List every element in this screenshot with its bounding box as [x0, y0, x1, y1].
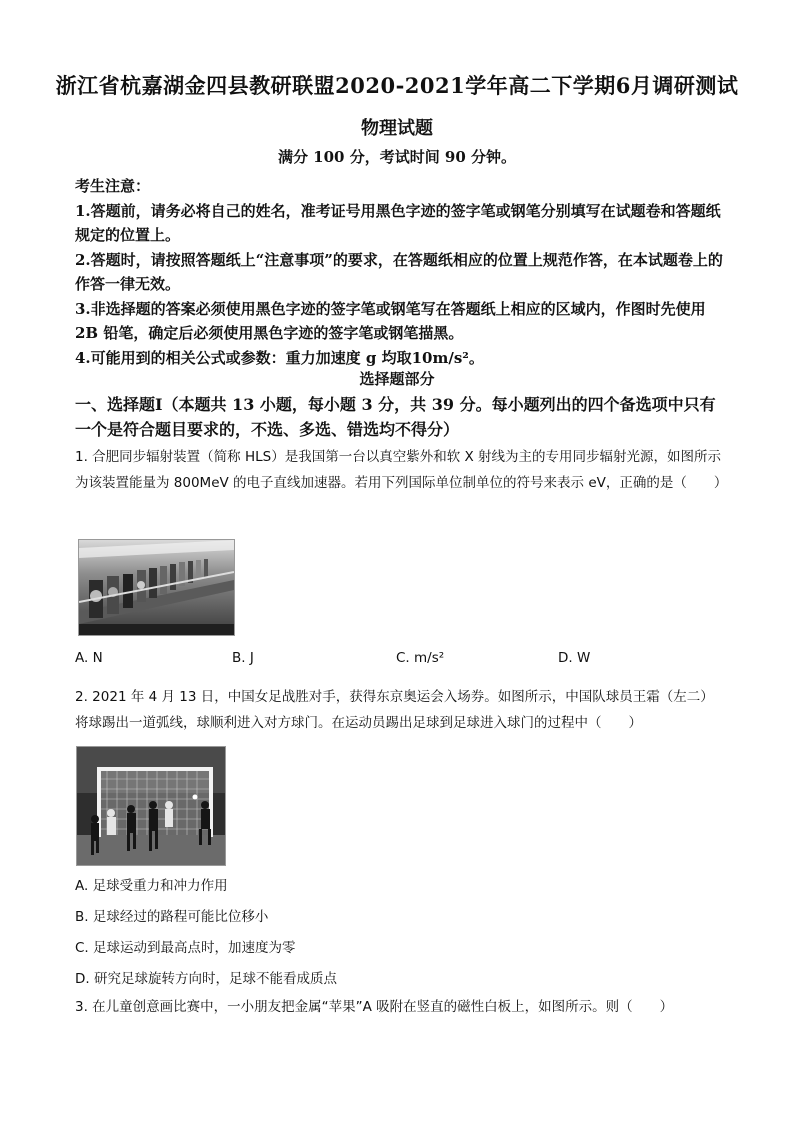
accelerator-photo — [78, 539, 235, 636]
question-2-stem: 2. 2021 年 4 月 13 日，中国女足战胜对手，获得东京奥运会入场券。如图所示，中国队球员王霜（左二）将球踢出一道弧线，球顺利进入对方球门。在运动员踢出足球到足球进入球门的过程中（ ） — [75, 689, 714, 731]
question-2-option-a: A. 足球受重力和冲力作用 — [75, 878, 228, 894]
question-1-option-b: B. J — [232, 650, 254, 666]
section-heading: 选择题部分 — [359, 370, 435, 388]
exam-title: 浙江省杭嘉湖金四县教研联盟2020-2021学年高二下学期6月调研测试 — [55, 73, 739, 98]
question-1-option-c: C. m/s² — [396, 650, 445, 666]
football-image — [77, 747, 225, 865]
question-2-option-d: D. 研究足球旋转方向时，足球不能看成质点 — [75, 971, 337, 987]
notice-item: 4.可能用到的相关公式或参数：重力加速度 g 均取10m/s²。 — [75, 348, 484, 367]
question-1-stem: 1. 合肥同步辐射装置（简称 HLS）是我国第一台以真空紫外和软 X 射线为主的专用同步辐射光源，如图所示为该装置能量为 800MeV 的电子直线加速器。若用下列国际单位制单位的符号来表示 eV，正确的是（ ） — [75, 449, 728, 491]
question-1-option-a: A. N — [75, 650, 103, 666]
question-2-option-b: B. 足球经过的路程可能比位移小 — [75, 909, 269, 925]
accelerator-image — [79, 540, 234, 635]
question-2-option-c: C. 足球运动到最高点时，加速度为零 — [75, 940, 296, 956]
question-3-stem: 3. 在儿童创意画比赛中，一小朋友把金属“苹果”A 吸附在竖直的磁性白板上，如图所示。则（ ） — [75, 999, 674, 1015]
notice-item: 2.答题时，请按照答题纸上“注意事项”的要求，在答题纸相应的位置上规范作答，在本试题卷上的作答一律无效。 — [75, 250, 723, 293]
notice-item: 1.答题前，请务必将自己的姓名，准考证号用黑色字迹的签字笔或钢笔分别填写在试题卷和答题纸规定的位置上。 — [75, 201, 721, 244]
question-1-option-d: D. W — [558, 650, 591, 666]
candidate-notice — [75, 174, 725, 370]
notice-item: 3.非选择题的答案必须使用黑色字迹的签字笔或钢笔写在答题纸上相应的区域内，作图时先使用 2B 铅笔，确定后必须使用黑色字迹的签字笔或钢笔描黑。 — [75, 299, 706, 342]
football-photo — [76, 746, 226, 866]
notice-heading: 考生注意： — [75, 177, 151, 195]
subject-title: 物理试题 — [361, 118, 433, 139]
score-and-time: 满分 100 分，考试时间 90 分钟。 — [277, 148, 517, 166]
part-instructions: 一、选择题Ⅰ（本题共 13 小题，每小题 3 分，共 39 分。每小题列出的四个备选项中只有一个是符合题目要求的，不选、多选、错选均不得分） — [75, 395, 716, 439]
